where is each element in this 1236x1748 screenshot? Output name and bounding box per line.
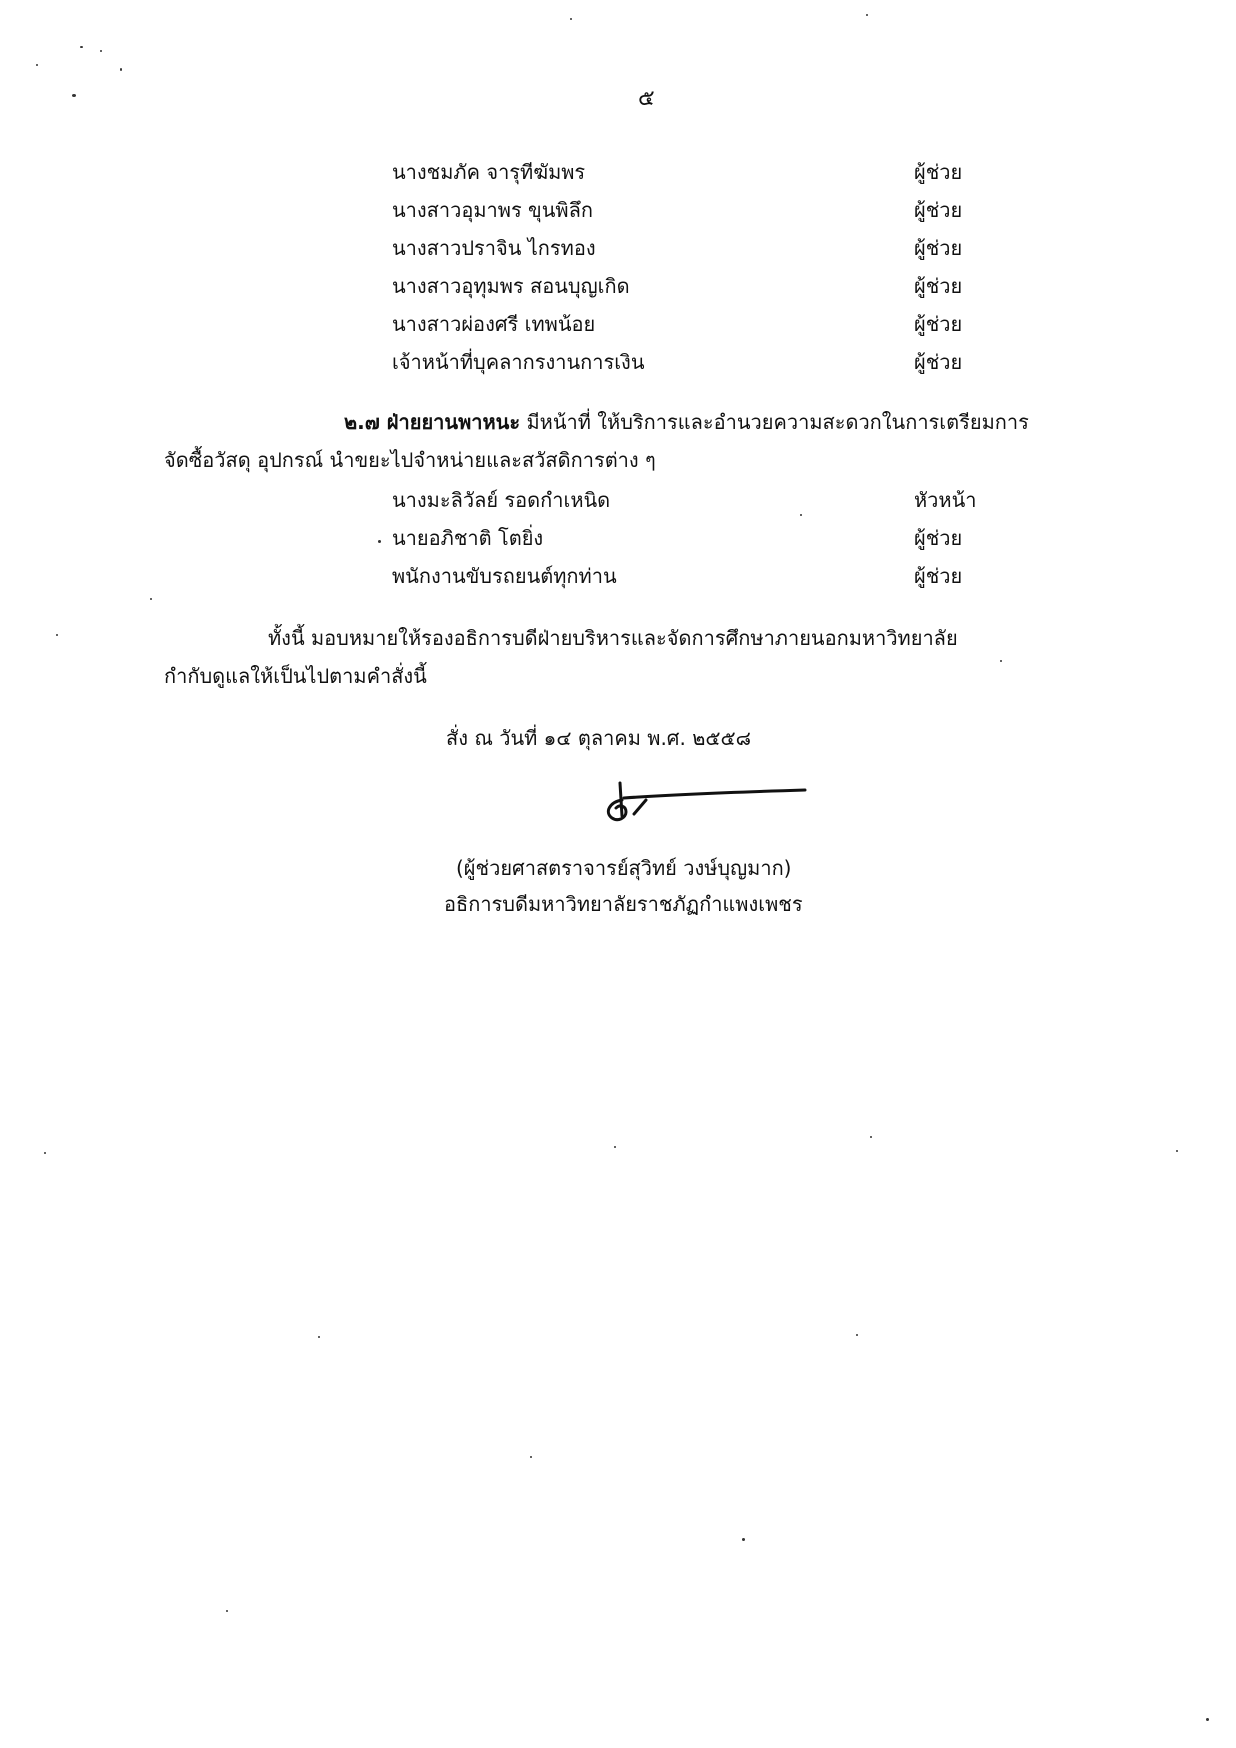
scan-speck bbox=[614, 1146, 616, 1148]
scan-speck bbox=[1176, 1150, 1178, 1152]
signatory-name: (ผู้ช่วยศาสตราจารย์สุวิทย์ วงษ์บุญมาก) bbox=[456, 856, 792, 880]
member-role: ผู้ช่วย bbox=[914, 312, 963, 336]
member-role: ผู้ช่วย bbox=[914, 350, 963, 374]
closing-line2: กำกับดูแลให้เป็นไปตามคำสั่งนี้ bbox=[164, 664, 427, 688]
scan-speck bbox=[72, 94, 76, 97]
member-role: หัวหน้า bbox=[914, 488, 977, 512]
member-role: ผู้ช่วย bbox=[914, 564, 963, 588]
scan-speck bbox=[120, 68, 122, 71]
scan-speck bbox=[866, 14, 868, 16]
member-name: พนักงานขับรถยนต์ทุกท่าน bbox=[392, 564, 617, 588]
section-duty-line2: จัดซื้อวัสดุ อุปกรณ์ นำขยะไปจำหน่ายและสวัสดิการต่าง ๆ bbox=[164, 448, 656, 472]
member-name: นายอภิชาติ โตยิ่ง bbox=[392, 526, 544, 550]
section-heading: ๒.๗ ฝ่ายยานพาหนะ bbox=[344, 410, 521, 434]
scan-speck bbox=[44, 1152, 46, 1154]
order-date: สั่ง ณ วันที่ ๑๔ ตุลาคม พ.ศ. ๒๕๕๘ bbox=[446, 726, 752, 750]
member-role: ผู้ช่วย bbox=[914, 160, 963, 184]
section-paragraph bbox=[344, 408, 1029, 436]
scan-speck bbox=[1206, 1718, 1209, 1721]
member-role: ผู้ช่วย bbox=[914, 198, 963, 222]
member-role: ผู้ช่วย bbox=[914, 236, 963, 260]
section-duty-line1: มีหน้าที่ ให้บริการและอำนวยความสะดวกในการเตรียมการ bbox=[520, 410, 1029, 434]
page-number: ๕ bbox=[638, 86, 655, 111]
member-name: นางสาวอุมาพร ขุนพิลึก bbox=[392, 198, 593, 222]
scan-speck bbox=[530, 1456, 532, 1458]
scan-speck bbox=[870, 1136, 872, 1138]
member-name: นางสาวผ่องศรี เทพน้อย bbox=[392, 312, 596, 336]
scan-speck bbox=[742, 1538, 745, 1541]
scan-speck bbox=[1000, 660, 1002, 662]
signature-image bbox=[600, 778, 810, 848]
scan-speck bbox=[80, 46, 83, 48]
closing-line1: ทั้งนี้ มอบหมายให้รองอธิการบดีฝ่ายบริหารและจัดการศึกษาภายนอกมหาวิทยาลัย bbox=[268, 626, 958, 650]
member-name: นางมะลิวัลย์ รอดกำเหนิด bbox=[392, 488, 611, 512]
scan-speck bbox=[150, 598, 152, 600]
member-name: เจ้าหน้าที่บุคลากรงานการเงิน bbox=[392, 350, 645, 374]
scan-speck bbox=[100, 50, 102, 52]
scan-speck bbox=[36, 64, 38, 66]
scan-speck bbox=[226, 1610, 228, 1612]
scan-speck bbox=[856, 1334, 858, 1336]
member-role: ผู้ช่วย bbox=[914, 526, 963, 550]
scan-speck bbox=[318, 1336, 320, 1338]
scan-speck bbox=[800, 514, 802, 516]
member-name: นางสาวปราจิน ไกรทอง bbox=[392, 236, 596, 260]
member-name: นางชมภัค จารุทีฆัมพร bbox=[392, 160, 586, 184]
scan-speck bbox=[56, 634, 58, 636]
member-name: นางสาวอุทุมพร สอนบุญเกิด bbox=[392, 274, 630, 298]
scan-speck bbox=[570, 18, 572, 20]
signatory-position: อธิการบดีมหาวิทยาลัยราชภัฏกำแพงเพชร bbox=[444, 892, 803, 916]
member-role: ผู้ช่วย bbox=[914, 274, 963, 298]
scan-speck bbox=[378, 540, 381, 543]
